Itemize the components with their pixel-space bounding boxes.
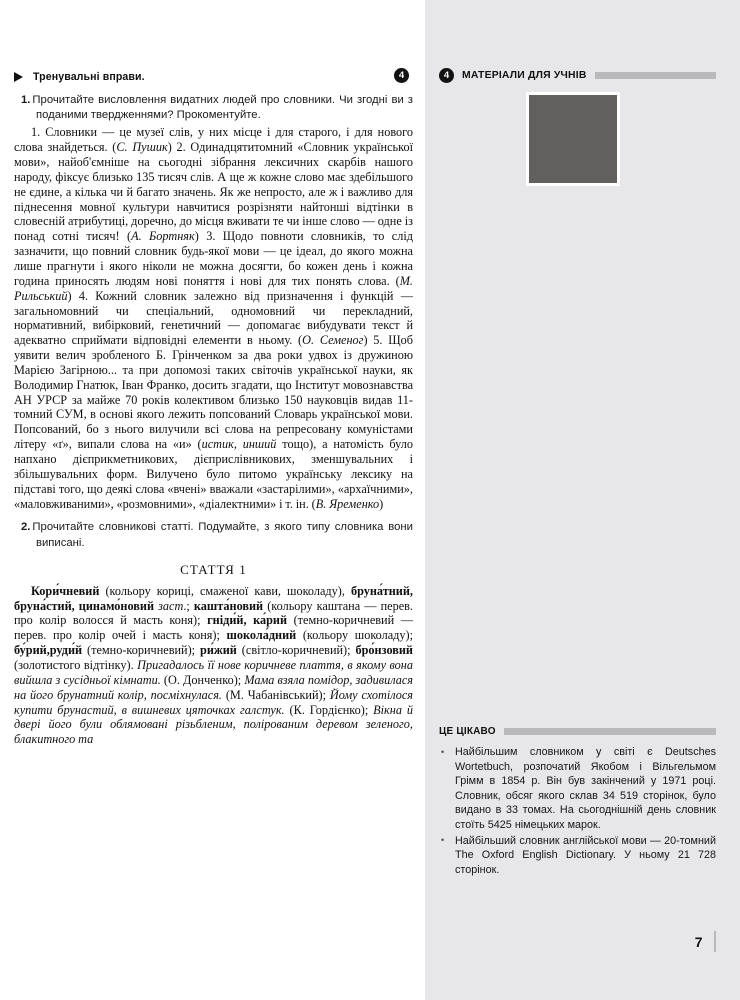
quote-4-text: ) 4. Кожний словник залежно від призначення і функцій — загальномовний чи спеціальний, одномовний чи перекладний, нормативний, вибірковий, генетичний — допомагає вибудувати текст й адекватно сприймати відповідні елементи в ньому. (: [14, 288, 413, 348]
exercise-item: [14, 520, 413, 550]
exercise-text: Прочитайте висловлення видатних людей про словники. Чи згодні ви з поданими твердженнями? Прокоментуйте.: [32, 94, 413, 122]
entry-sep-1: .;: [183, 598, 194, 613]
exercise-item: [14, 93, 413, 123]
entry-attribution-1: (О. Донченко);: [160, 672, 245, 687]
entry-synonyms-3: гніди́й, ка́рий: [207, 613, 288, 628]
quote-1-text: 1. Словники — це музеї слів, у них місце і для старого, і для нового слова знайдеться. (: [14, 125, 413, 155]
quote-2-text: ) 2. Одинадцятитомний «Словник української мови», найоб'ємніше на сьогодні зібрання лексичних скарбів нашого народу, фіксує близько 135 тисяч слів. А ще ж кожне слово має здебільшого не єдине, а кілька чи й багато значень. Як же непросто, але ж і важливо для піднесення мовної культури навчитися розрізняти найтонші відтінки в словесній атрибутиці, доречно, до місця вживати те чи інше слово — одне із понад сотні тисяч! (: [14, 140, 413, 244]
fun-fact-header: [439, 726, 716, 737]
entry-synonyms-2: кашта́новий: [193, 598, 264, 613]
quote-5-end: ): [379, 496, 384, 511]
entry-synonyms-6: ри́жий: [200, 643, 237, 658]
entry-citation-3: Йому схотілося купити брунастий, в вишневих цяточках галстук.: [14, 687, 413, 717]
list-item: • Найбільшим словником у світі є Deutsches Wortetbuch, розпочатий Якобом і Вільгельмом Грімм в 1854 р. Він був закінчений у 1971 році. Словник, обсяг якого склав 34 519 сторінок, було видано в 33 томах. На сьогоднішній день словник стоїть 5425 німецьких марок.: [439, 745, 716, 833]
quote-4-source: О. Семеног: [302, 333, 364, 348]
entry-attribution-2: (М. Чабанівський);: [222, 687, 330, 702]
quote-5-source: В. Яременко: [315, 496, 380, 511]
entry-citation-4: Вікна й двері його були облямовані різьбленим, полірованим деревом зеленого, блакитного та: [14, 702, 413, 747]
entry-synonyms-5: бу́рий,руди́й: [14, 643, 83, 658]
quote-1-source: С. Пушик: [116, 140, 168, 155]
sidebar-title: МАТЕРІАЛИ ДЛЯ УЧНІВ: [462, 70, 587, 81]
entry-gloss-5: (темно-коричневий);: [82, 643, 200, 658]
section-header: [14, 68, 413, 86]
folio-rule-bar: [714, 931, 717, 952]
fun-fact-list: [439, 745, 716, 877]
fun-fact-title: ЦЕ ЦІКАВО: [439, 726, 496, 737]
triangle-right-icon: [14, 72, 23, 82]
qr-code-container[interactable]: [439, 92, 716, 186]
exercise-number: 2.: [21, 521, 31, 534]
page-number: 7: [694, 933, 703, 950]
entry-gloss-7: (золотистого відтінку).: [14, 657, 138, 672]
exercise-number: 1.: [21, 94, 31, 106]
entry-citation-1: Пригадалось її нове коричневе плаття, в якому вона вийшла з сусідньої кімнати.: [14, 657, 413, 687]
entry-label-obsolete: заст: [154, 598, 184, 613]
entry-gloss-6: (світло-коричневий);: [236, 643, 356, 658]
entry-gloss-4: (кольору шоколаду);: [296, 628, 413, 643]
fun-fact-block: [439, 726, 716, 878]
quote-2-source: А. Бортняк: [131, 229, 195, 244]
quote-5-italic-words: истик, инший: [201, 437, 277, 452]
entry-attribution-3: (К. Гордієнко);: [284, 702, 374, 717]
quote-3-source: М. Рильський: [14, 273, 413, 303]
quotes-paragraph: [14, 125, 413, 511]
sidebar-column: [425, 0, 740, 1000]
list-item: • Найбільший словник англійської мови — 20-томний The Oxford English Dictionary. У ньому 21 728 сторінок.: [439, 834, 716, 878]
entry-gloss-3: (темно-коричневий — перев. про колір очей і масть коня);: [14, 613, 413, 643]
quote-5-text: ) 5. Щоб уявити велич зробленого Б. Грінченком за два роки удвох із дружиною Марією Загірною... та при допомозі таких світочів української науки, як Володимир Гнатюк, Іван Франко, досить згадати, що Інститут мовознавства АН УРСР за майже 70 років колективом близько 150 науковців видав 11-томний СУМ, в основі якого лежить попсований Словарь української мови. Попсований, бо з нього вилучили всі слова на репресовану комуністами літеру «ґ», випали слова на «и» (: [14, 333, 413, 452]
entry-gloss-2: (кольору каштана — перев. про колір волосся й масть коня);: [14, 598, 413, 628]
exercise-text: Прочитайте словникові статті. Подумайте, з якого типу словника вони виписані.: [32, 521, 413, 549]
quote-3-text: ) 3. Щодо повноти словників, то слід зазначити, що повний словник будь-якої мови — це ідеал, до якого можна лише прагнути і якого ніколи не можна досягти, бо кожен день і кожна година приносять людям нові поняття і нові для тих понять слова. (: [14, 229, 413, 288]
entry-citation-2: Мама взяла помідор, задивилася на його брунатний колір, посміхнулася.: [14, 672, 413, 702]
entry-synonyms-1: бруна́тний, бруна́стий, цинамо́новий: [14, 583, 413, 613]
section-badge: 4: [394, 68, 409, 83]
entry-synonyms-4: шокола́дний: [226, 628, 297, 643]
spacer: [14, 511, 413, 520]
section-title: Тренувальні вправи.: [33, 71, 145, 83]
quote-5-text-cont: тощо), а натомість було напхано дієприкметникових, дієприслівникових, зменшувальних і збільшувальних форм. Вилучено було питомо українську лексику на підставі того, що деякі слова «вчені» вважали «застарілими», «архаїчними», «маловживаними», «розмовними», «діалектними» і т. ін. (: [14, 437, 414, 511]
entry-gloss-1: (кольору кориці, смаженої кави, шоколаду),: [99, 583, 351, 598]
sidebar-rule-bar: [595, 72, 716, 79]
entry-synonyms-7: бро́нзовий: [355, 643, 413, 658]
qr-code-icon[interactable]: [526, 92, 620, 186]
sidebar-badge: 4: [439, 68, 454, 83]
article-heading: СТАТТЯ 1: [180, 561, 247, 577]
fun-fact-rule-bar: [504, 728, 716, 735]
sidebar-header: [439, 68, 716, 83]
page-folio: [695, 931, 716, 952]
dictionary-entry: [14, 584, 413, 747]
entry-headword: Кори́чневий: [31, 583, 100, 598]
